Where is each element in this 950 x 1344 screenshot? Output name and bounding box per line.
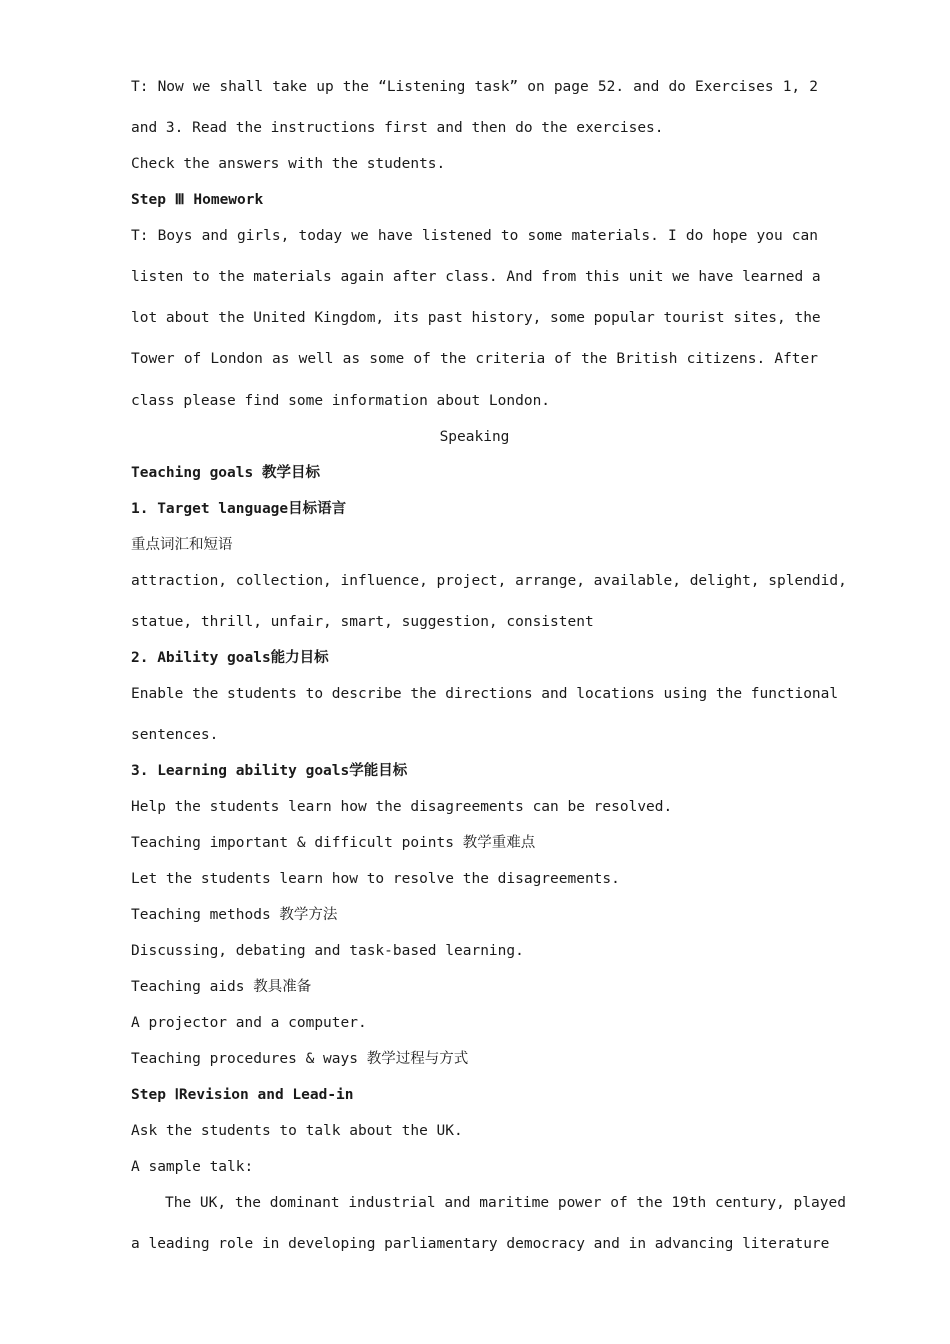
teaching-goals-heading: Teaching goals 教学目标: [131, 465, 320, 481]
vocabulary-line-2: statue, thrill, unfair, smart, suggestion, consistent: [131, 614, 594, 630]
homework-line-4: Tower of London as well as some of the criteria of the British citizens. After: [131, 351, 818, 367]
teaching-procedures-heading: Teaching procedures & ways 教学过程与方式: [131, 1051, 469, 1067]
step-1-heading: Step ⅠRevision and Lead-in: [131, 1087, 354, 1103]
check-answers-line: Check the answers with the students.: [131, 156, 446, 172]
listening-task-line-1: T: Now we shall take up the “Listening task” on page 52. and do Exercises 1, 2: [131, 79, 818, 95]
step-3-heading: Step Ⅲ Homework: [131, 192, 264, 208]
vocabulary-line-1: attraction, collection, influence, project, arrange, available, delight, splendid,: [131, 573, 847, 589]
learning-ability-goals-heading: 3. Learning ability goals学能目标: [131, 763, 408, 779]
teaching-aids-text: A projector and a computer.: [131, 1015, 367, 1031]
teaching-methods-text: Discussing, debating and task-based learning.: [131, 943, 524, 959]
target-language-heading: 1. Target language目标语言: [131, 501, 347, 517]
section-title-speaking: Speaking: [439, 429, 510, 445]
homework-line-5: class please find some information about London.: [131, 393, 551, 409]
homework-line-3: lot about the United Kingdom, its past history, some popular tourist sites, the: [131, 310, 821, 326]
key-vocabulary-label: 重点词汇和短语: [131, 537, 233, 553]
sample-talk-label: A sample talk:: [131, 1159, 254, 1175]
teaching-methods-heading: Teaching methods 教学方法: [131, 907, 338, 923]
homework-line-1: T: Boys and girls, today we have listened to some materials. I do hope you can: [131, 228, 818, 244]
homework-line-2: listen to the materials again after class. And from this unit we have learned a: [131, 269, 821, 285]
step-1-instruction: Ask the students to talk about the UK.: [131, 1123, 463, 1139]
important-points-text: Let the students learn how to resolve the disagreements.: [131, 871, 620, 887]
listening-task-line-2: and 3. Read the instructions first and then do the exercises.: [131, 120, 664, 136]
ability-goals-line-1: Enable the students to describe the directions and locations using the functional: [131, 686, 839, 702]
sample-talk-line-1: The UK, the dominant industrial and maritime power of the 19th century, played: [165, 1195, 846, 1211]
ability-goals-heading: 2. Ability goals能力目标: [131, 650, 329, 666]
teaching-aids-heading: Teaching aids 教具准备: [131, 979, 312, 995]
learning-ability-goals-text: Help the students learn how the disagreements can be resolved.: [131, 799, 673, 815]
important-points-heading: Teaching important & difficult points 教学重难点: [131, 835, 536, 851]
ability-goals-line-2: sentences.: [131, 727, 219, 743]
sample-talk-line-2: a leading role in developing parliamentary democracy and in advancing literature: [131, 1236, 830, 1252]
